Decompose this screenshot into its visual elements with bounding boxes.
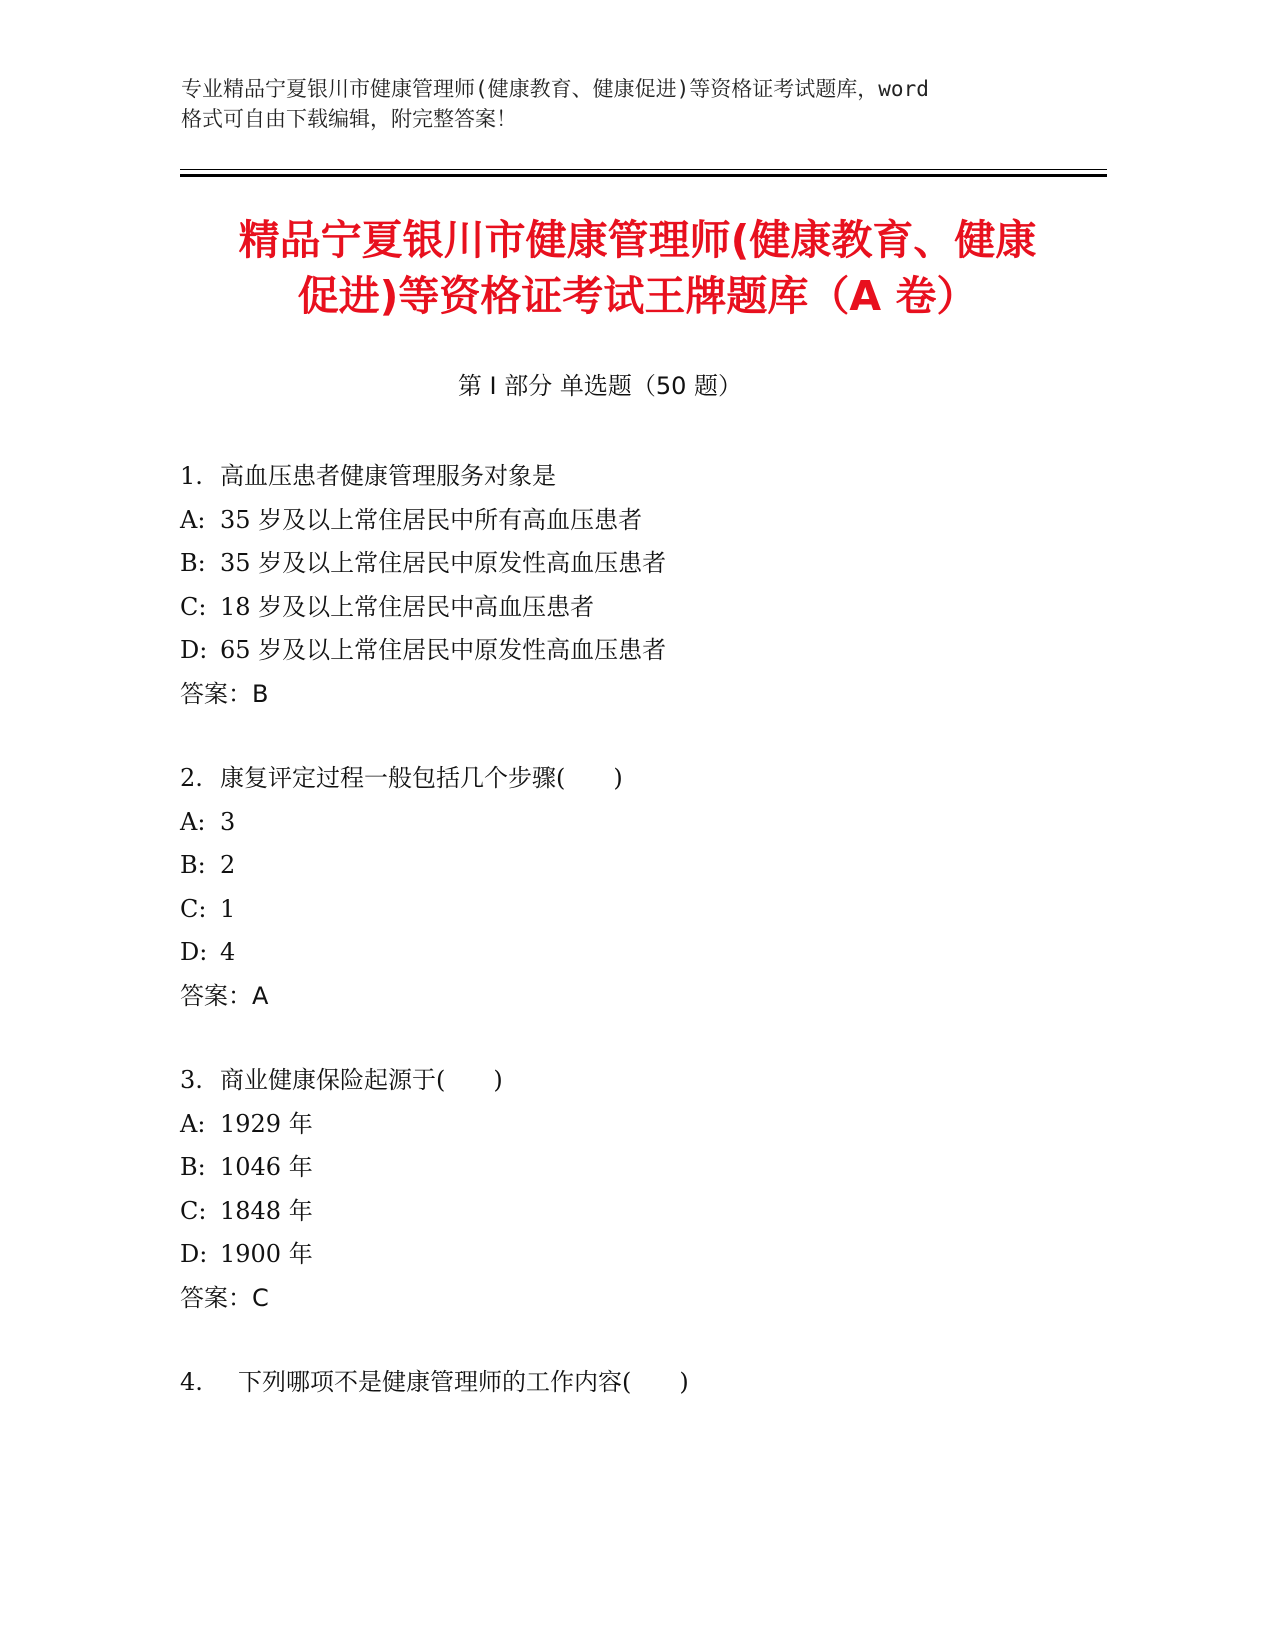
option-text: 1848 年 xyxy=(220,1196,313,1225)
option-a xyxy=(180,1103,1100,1147)
option-a xyxy=(180,499,1100,543)
header-note-line-2: 格式可自由下载编辑，附完整答案！ xyxy=(181,107,517,131)
answer-line xyxy=(180,975,1100,1019)
question-number: 1. xyxy=(180,462,203,490)
question-item xyxy=(180,757,1100,1018)
option-b xyxy=(180,1146,1100,1190)
header-note-line-1: 专业精品宁夏银川市健康管理师(健康教育、健康促进)等资格证考试题库，word xyxy=(181,77,929,101)
option-key: C: xyxy=(180,1196,207,1225)
section-title: 第 I 部分 单选题（50 题） xyxy=(457,372,743,400)
option-d xyxy=(180,931,1100,975)
option-text: 35 岁及以上常住居民中所有高血压患者 xyxy=(220,505,643,534)
answer-value: B xyxy=(252,679,269,708)
option-key: A: xyxy=(180,807,206,836)
option-text: 2 xyxy=(220,851,236,879)
question-number: 3. xyxy=(180,1066,203,1094)
header-rule-thick xyxy=(180,174,1107,177)
question-item xyxy=(180,1361,1100,1405)
option-key: B: xyxy=(180,549,206,577)
option-c xyxy=(180,888,1100,932)
answer-label: 答案： xyxy=(180,981,252,1010)
option-key: C: xyxy=(180,894,207,923)
question-stem xyxy=(180,455,1100,499)
document-title xyxy=(150,212,1125,324)
answer-value: A xyxy=(252,981,269,1010)
option-text: 35 岁及以上常住居民中原发性高血压患者 xyxy=(220,549,667,577)
document-title-line-1: 精品宁夏银川市健康管理师(健康教育、健康 xyxy=(238,216,1037,264)
answer-line xyxy=(180,1277,1100,1321)
option-d xyxy=(180,1233,1100,1277)
option-key: A: xyxy=(180,505,206,534)
question-number: 4. xyxy=(180,1368,203,1396)
header-note xyxy=(181,74,1081,134)
option-text: 1929 年 xyxy=(220,1109,313,1138)
question-stem xyxy=(180,1059,1100,1103)
option-key: B: xyxy=(180,851,206,879)
option-key: D: xyxy=(180,938,208,966)
answer-label: 答案： xyxy=(180,1283,252,1312)
option-text: 18 岁及以上常住居民中高血压患者 xyxy=(220,592,595,621)
option-key: C: xyxy=(180,592,207,621)
option-text: 1 xyxy=(220,894,236,923)
question-number: 2. xyxy=(180,764,203,792)
question-stem xyxy=(180,1361,1100,1405)
answer-label: 答案： xyxy=(180,679,252,708)
answer-value: C xyxy=(252,1283,269,1312)
question-item xyxy=(180,1059,1100,1320)
question-stem xyxy=(180,757,1100,801)
option-text: 1900 年 xyxy=(220,1240,313,1268)
option-key: B: xyxy=(180,1153,206,1181)
option-text: 1046 年 xyxy=(220,1153,313,1181)
option-key: D: xyxy=(180,1240,208,1268)
answer-line xyxy=(180,673,1100,717)
question-list xyxy=(180,455,1100,1446)
question-text: 商业健康保险起源于( ) xyxy=(220,1066,503,1094)
option-b xyxy=(180,844,1100,888)
question-text: 高血压患者健康管理服务对象是 xyxy=(220,462,556,490)
header-rule-thin xyxy=(180,169,1107,170)
question-text: 下列哪项不是健康管理师的工作内容( ) xyxy=(238,1368,689,1396)
option-key: D: xyxy=(180,636,208,664)
option-d xyxy=(180,629,1100,673)
option-key: A: xyxy=(180,1109,206,1138)
option-text: 3 xyxy=(220,807,236,836)
option-a xyxy=(180,801,1100,845)
option-c xyxy=(180,586,1100,630)
question-item xyxy=(180,455,1100,716)
option-c xyxy=(180,1190,1100,1234)
document-title-line-2: 促进)等资格证考试王牌题库（A 卷） xyxy=(297,272,978,320)
option-text: 4 xyxy=(220,938,236,966)
option-text: 65 岁及以上常住居民中原发性高血压患者 xyxy=(220,636,667,664)
question-text: 康复评定过程一般包括几个步骤( ) xyxy=(220,764,623,792)
option-b xyxy=(180,542,1100,586)
